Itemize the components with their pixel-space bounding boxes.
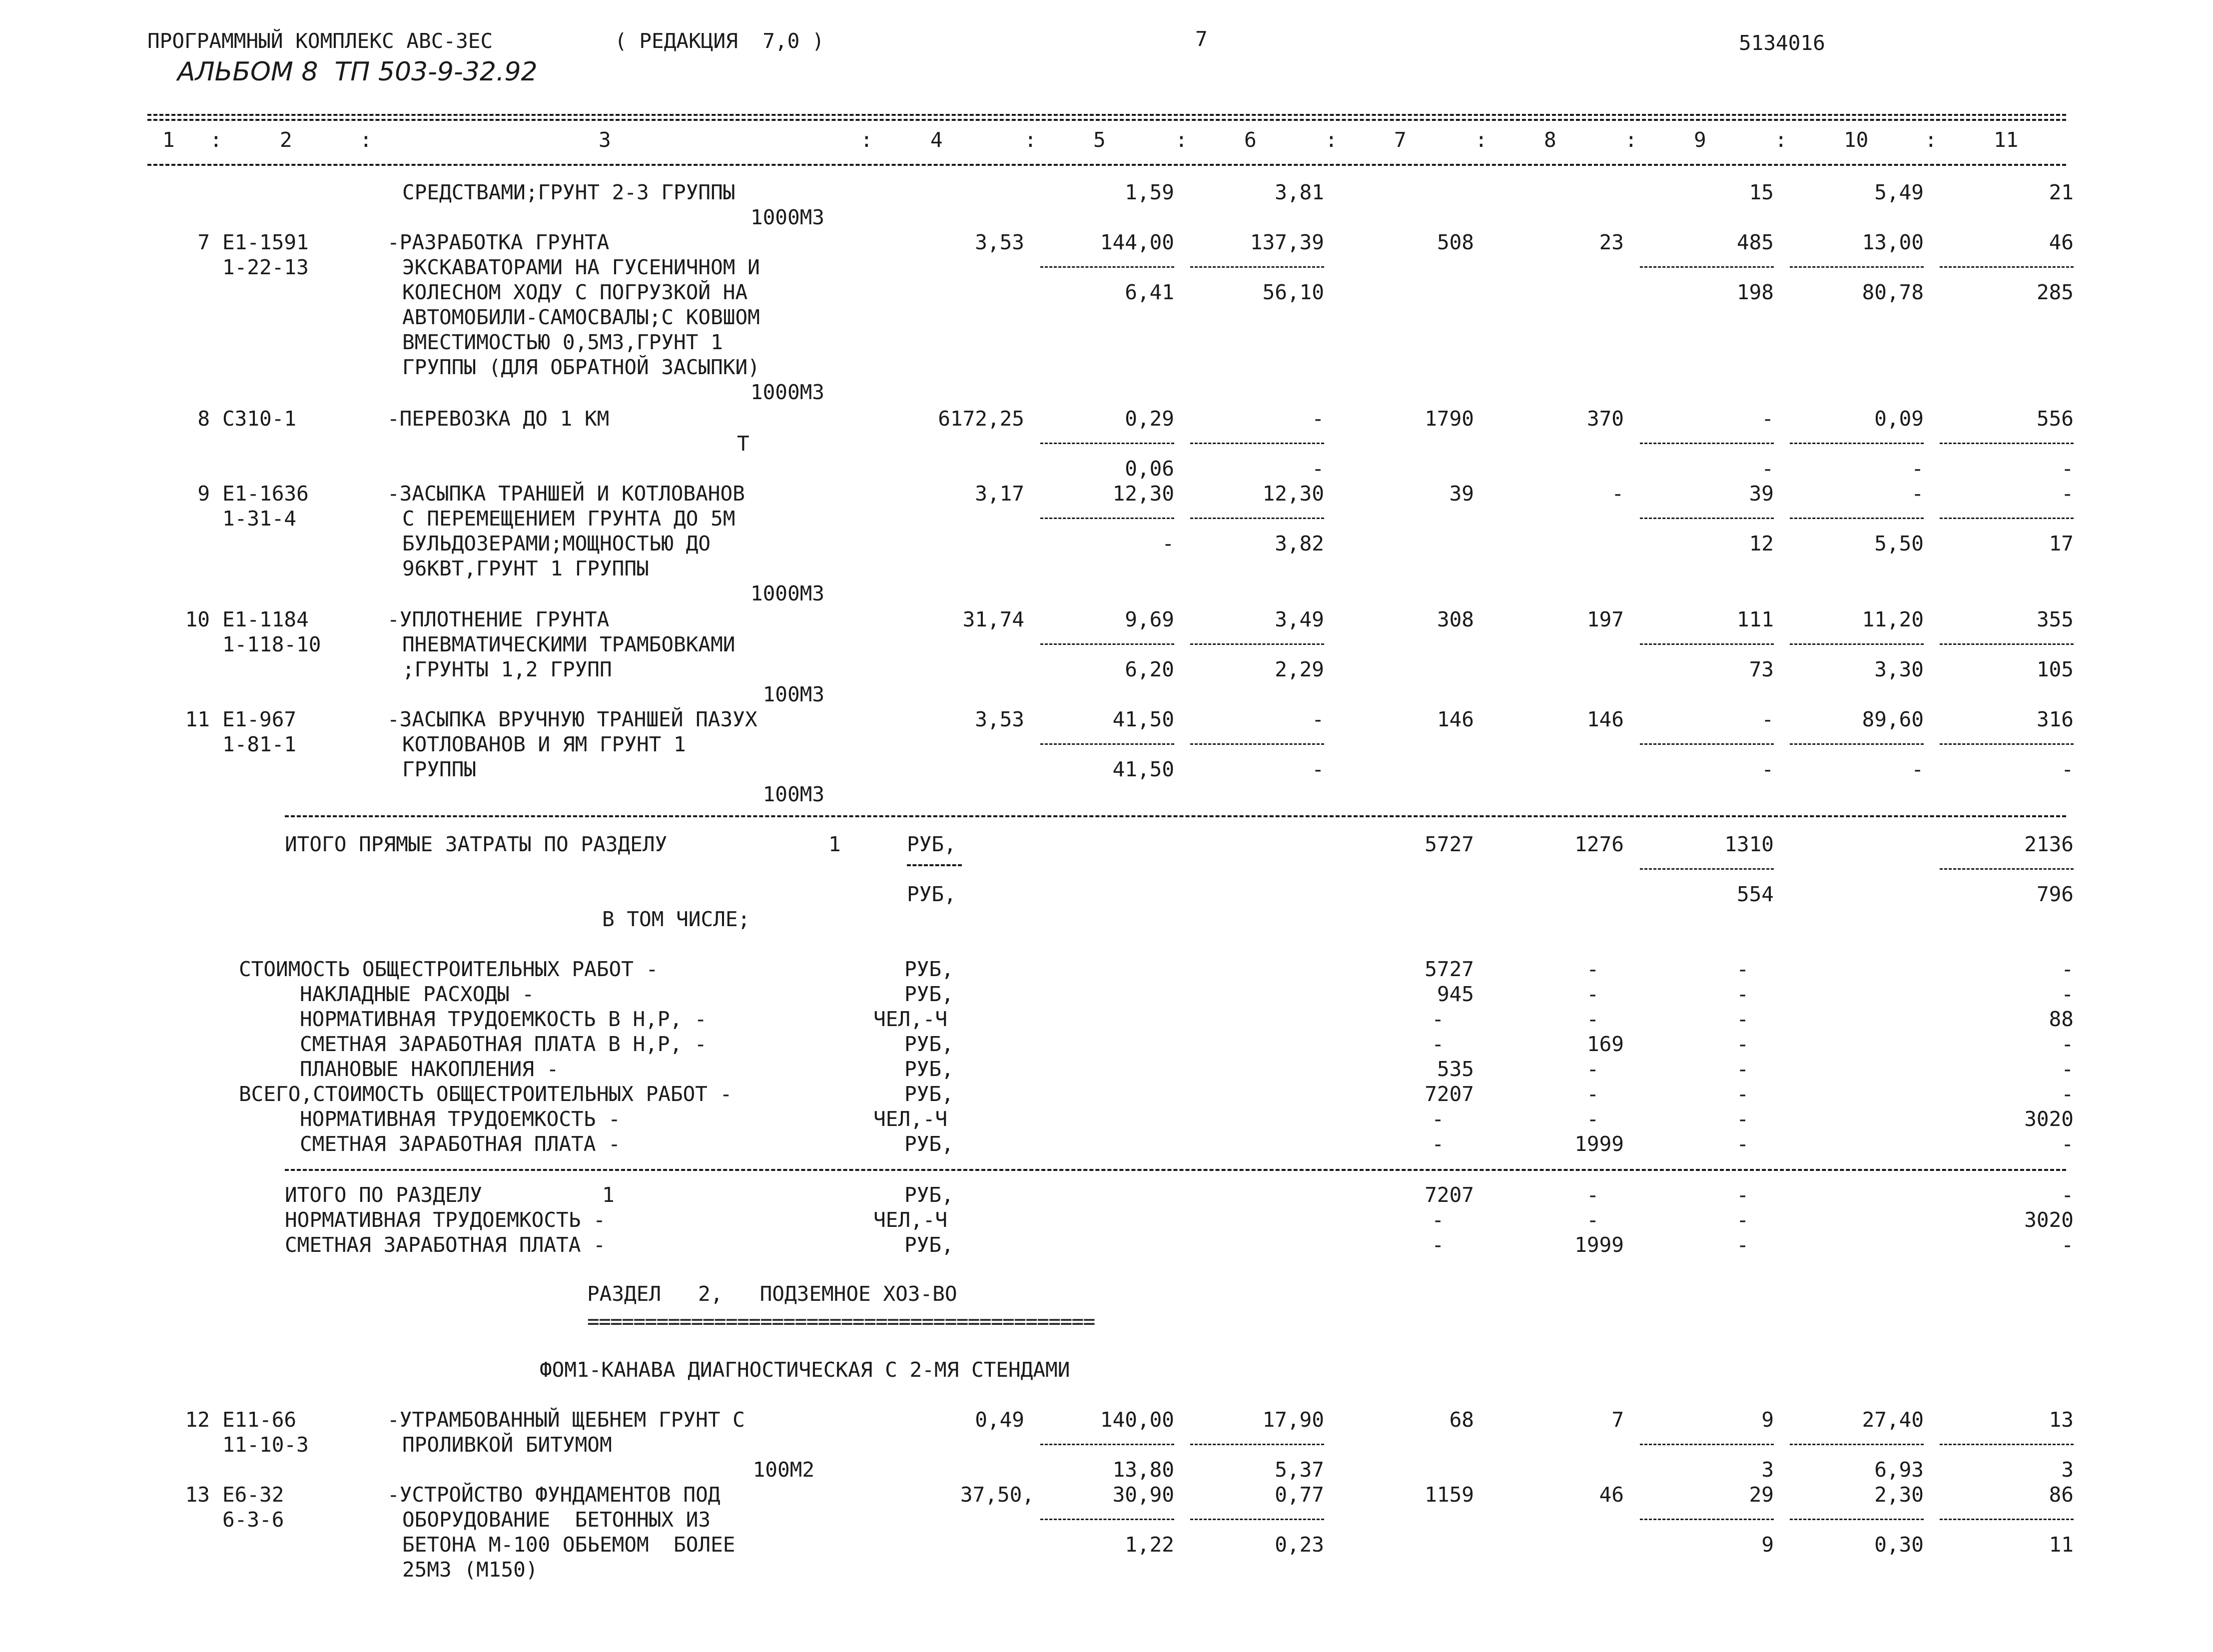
unit-underline xyxy=(907,864,962,866)
divider-dash xyxy=(1640,1519,1774,1520)
row-11-number: 11 xyxy=(185,707,210,731)
row-9-text-line: -ЗАСЫПКА ТРАНШЕЙ И КОТЛОВАНОВ xyxy=(387,482,745,506)
row-12-c8: 7 xyxy=(1611,1408,1624,1432)
row-10-text-line: -УПЛОТНЕНИЕ ГРУНТА xyxy=(387,607,610,631)
row-11-code-2: 1-81-1 xyxy=(222,732,297,756)
row-12-text-line: -УТРАМБОВАННЫЙ ЩЕБНЕМ ГРУНТ С xyxy=(387,1408,745,1432)
row-8-c10: 0,09 xyxy=(1874,407,1924,431)
row-8-c9-sub: - xyxy=(1761,457,1774,481)
column-separator: : xyxy=(1775,128,1787,152)
page-number: 7 xyxy=(1195,27,1208,51)
breakdown-unit: РУБ, xyxy=(904,982,954,1006)
divider-dash xyxy=(1790,643,1924,645)
summary-c7: - xyxy=(1432,1208,1444,1232)
divider-dash xyxy=(1190,1519,1324,1520)
breakdown-unit: РУБ, xyxy=(904,1082,954,1106)
column-separator: : xyxy=(1625,128,1637,152)
row-11-c10: 89,60 xyxy=(1862,707,1924,731)
divider-dash xyxy=(1940,1519,2074,1520)
column-separator: : xyxy=(360,128,372,152)
section-total-c7: 5727 xyxy=(1425,832,1474,856)
row-10-c4: 31,74 xyxy=(962,607,1024,631)
divider-dash xyxy=(1640,1444,1774,1445)
row-9-number: 9 xyxy=(197,482,210,506)
row-13-number: 13 xyxy=(185,1483,210,1507)
section-total-c11: 2136 xyxy=(2024,832,2074,856)
divider-dash xyxy=(1640,743,1774,745)
divider-dash xyxy=(1790,743,1924,745)
row-7-text-line: -РАЗРАБОТКА ГРУНТА xyxy=(387,230,610,254)
row-10-c8: 197 xyxy=(1586,607,1624,631)
row-9-c6-sub: 3,82 xyxy=(1275,532,1324,555)
breakdown-unit: РУБ, xyxy=(904,957,954,981)
row-8-c10-sub: - xyxy=(1911,457,1924,481)
row-11-text-line: -ЗАСЫПКА ВРУЧНУЮ ТРАНШЕЙ ПАЗУХ xyxy=(387,707,757,731)
breakdown-c7: - xyxy=(1432,1032,1444,1056)
row-8-number: 8 xyxy=(197,407,210,431)
divider-dash xyxy=(1040,443,1174,444)
row-7-code-2: 1-22-13 xyxy=(222,255,309,279)
row-10-number: 10 xyxy=(185,607,210,631)
column-separator: : xyxy=(1475,128,1487,152)
row-9-c11: - xyxy=(2061,482,2074,506)
breakdown-c9: - xyxy=(1736,1032,1749,1056)
breakdown-c7: 535 xyxy=(1437,1057,1474,1081)
row-12-c10-sub: 6,93 xyxy=(1874,1458,1924,1482)
summary-rule xyxy=(285,1169,2066,1171)
row-13-c5: 30,90 xyxy=(1112,1483,1174,1507)
breakdown-c9: - xyxy=(1736,982,1749,1006)
summary-label: ИТОГО ПО РАЗДЕЛУ xyxy=(285,1183,482,1207)
row-9-code: Е1-1636 xyxy=(222,482,309,506)
row-7-text-line: КОЛЕСНОМ ХОДУ С ПОГРУЗКОЙ НА xyxy=(402,280,748,304)
divider-dash xyxy=(1640,518,1774,519)
row-9-c9: 39 xyxy=(1749,482,1774,506)
column-separator: : xyxy=(860,128,873,152)
row-13-c6: 0,77 xyxy=(1275,1483,1324,1507)
row-10-code-2: 1-118-10 xyxy=(222,632,321,656)
document-code: 5134016 xyxy=(1739,31,1825,55)
breakdown-label: СМЕТНАЯ ЗАРАБОТНАЯ ПЛАТА - xyxy=(300,1132,621,1156)
row-12-c6: 17,90 xyxy=(1262,1408,1324,1432)
divider-dash xyxy=(1940,643,2074,645)
row-8-c6-sub: - xyxy=(1312,457,1324,481)
summary-c9: - xyxy=(1736,1233,1749,1257)
divider-dash xyxy=(1640,868,1774,870)
header-rule-bottom xyxy=(147,164,2066,166)
summary-c11: - xyxy=(2061,1233,2074,1257)
row-0-c5: 1,59 xyxy=(1125,180,1174,204)
row-7-c8: 23 xyxy=(1599,230,1624,254)
breakdown-c11: - xyxy=(2061,957,2074,981)
breakdown-c8: - xyxy=(1586,1107,1599,1131)
row-13-c10-sub: 0,30 xyxy=(1874,1533,1924,1557)
divider-dash xyxy=(1940,743,2074,745)
breakdown-c11: - xyxy=(2061,1032,2074,1056)
breakdown-c9: - xyxy=(1736,1107,1749,1131)
row-9-c4: 3,17 xyxy=(975,482,1024,506)
row-12-c11: 13 xyxy=(2049,1408,2074,1432)
column-header-6: 6 xyxy=(1244,128,1257,152)
row-0-c9: 15 xyxy=(1749,180,1774,204)
row-7-c9: 485 xyxy=(1736,230,1774,254)
breakdown-label: СТОИМОСТЬ ОБЩЕСТРОИТЕЛЬНЫХ РАБОТ - xyxy=(239,957,659,981)
column-separator: : xyxy=(210,128,222,152)
divider-dash xyxy=(1040,643,1174,645)
breakdown-c11: - xyxy=(2061,1057,2074,1081)
row-11-c5-sub: 41,50 xyxy=(1112,757,1174,781)
header-rule-top xyxy=(147,114,2066,116)
row-11-c8: 146 xyxy=(1586,707,1624,731)
row-12-code: Е11-66 xyxy=(222,1408,297,1432)
breakdown-c7: - xyxy=(1432,1132,1444,1156)
row-13-c7: 1159 xyxy=(1425,1483,1474,1507)
row-7-c4: 3,53 xyxy=(975,230,1024,254)
row-11-code: Е1-967 xyxy=(222,707,297,731)
section-total-number: 1 xyxy=(828,832,841,856)
row-12-c5-sub: 13,80 xyxy=(1112,1458,1174,1482)
header-rule-top-2 xyxy=(147,119,2066,121)
breakdown-c11: 3020 xyxy=(2024,1107,2074,1131)
summary-section-number: 1 xyxy=(602,1183,615,1207)
row-13-text-line: ОБОРУДОВАНИЕ БЕТОННЫХ ИЗ xyxy=(402,1508,711,1532)
row-9-code-2: 1-31-4 xyxy=(222,507,297,531)
row-9-c10: - xyxy=(1911,482,1924,506)
breakdown-label: НОРМАТИВНАЯ ТРУДОЕМКОСТЬ В Н,Р, - xyxy=(300,1007,707,1031)
row-12-text-line: ПРОЛИВКОЙ БИТУМОМ xyxy=(402,1433,612,1457)
section-total-c9: 1310 xyxy=(1724,832,1774,856)
summary-c8: - xyxy=(1586,1183,1599,1207)
row-7-c5: 144,00 xyxy=(1100,230,1174,254)
row-9-c5-sub: - xyxy=(1162,532,1174,555)
summary-c7: - xyxy=(1432,1233,1444,1257)
section-total-c8: 1276 xyxy=(1574,832,1624,856)
row-0-unit: 1000М3 xyxy=(750,205,824,229)
summary-c11: 3020 xyxy=(2024,1208,2074,1232)
column-header-2: 2 xyxy=(280,128,292,152)
row-9-c10-sub: 5,50 xyxy=(1874,532,1924,555)
breakdown-c8: - xyxy=(1586,1082,1599,1106)
row-10-c6: 3,49 xyxy=(1275,607,1324,631)
row-0-text: СРЕДСТВАМИ;ГРУНТ 2-3 ГРУППЫ xyxy=(402,180,736,204)
row-10-c10: 11,20 xyxy=(1862,607,1924,631)
summary-unit: РУБ, xyxy=(904,1233,954,1257)
breakdown-c7: 7207 xyxy=(1425,1082,1474,1106)
summary-unit: ЧЕЛ,-Ч xyxy=(873,1208,948,1232)
row-13-c9: 29 xyxy=(1749,1483,1774,1507)
row-11-c7: 146 xyxy=(1437,707,1474,731)
row-11-c9: - xyxy=(1761,707,1774,731)
row-10-c11: 355 xyxy=(2036,607,2074,631)
row-9-c11-sub: 17 xyxy=(2049,532,2074,555)
divider-dash xyxy=(1190,643,1324,645)
row-8-c5-sub: 0,06 xyxy=(1125,457,1174,481)
breakdown-c7: 945 xyxy=(1437,982,1474,1006)
row-7-code: Е1-1591 xyxy=(222,230,309,254)
row-9-c8: - xyxy=(1611,482,1624,506)
summary-label: СМЕТНАЯ ЗАРАБОТНАЯ ПЛАТА - xyxy=(285,1233,606,1257)
divider-dash xyxy=(1190,266,1324,268)
row-7-c9-sub: 198 xyxy=(1736,280,1774,304)
row-11-text-line: ГРУППЫ xyxy=(402,757,477,781)
divider-dash xyxy=(1790,266,1924,268)
breakdown-c7: - xyxy=(1432,1007,1444,1031)
edition-label: ( РЕДАКЦИЯ 7,0 ) xyxy=(615,29,824,53)
section-2-subtitle: ФОМ1-КАНАВА ДИАГНОСТИЧЕСКАЯ С 2-МЯ СТЕНДАМИ xyxy=(540,1358,1070,1382)
breakdown-c9: - xyxy=(1736,1132,1749,1156)
row-10-text-line: ;ГРУНТЫ 1,2 ГРУПП xyxy=(402,657,612,681)
divider-dash xyxy=(1790,443,1924,444)
column-header-9: 9 xyxy=(1694,128,1706,152)
row-12-unit: 100М2 xyxy=(752,1458,814,1482)
breakdown-unit: РУБ, xyxy=(904,1132,954,1156)
row-13-c8: 46 xyxy=(1599,1483,1624,1507)
divider-dash xyxy=(1940,443,2074,444)
divider-dash xyxy=(1790,1444,1924,1445)
breakdown-unit: РУБ, xyxy=(904,1057,954,1081)
row-11-c5: 41,50 xyxy=(1112,707,1174,731)
column-header-8: 8 xyxy=(1544,128,1556,152)
row-11-c6-sub: - xyxy=(1312,757,1324,781)
column-separator: : xyxy=(1024,128,1037,152)
row-8-c4: 6172,25 xyxy=(938,407,1024,431)
breakdown-c9: - xyxy=(1736,1082,1749,1106)
breakdown-c11: - xyxy=(2061,1132,2074,1156)
row-10-c9: 111 xyxy=(1736,607,1774,631)
program-name: ПРОГРАММНЫЙ КОМПЛЕКС АВС-3ЕС xyxy=(147,29,493,53)
row-10-c6-sub: 2,29 xyxy=(1275,657,1324,681)
column-header-7: 7 xyxy=(1394,128,1407,152)
row-8-c9: - xyxy=(1761,407,1774,431)
breakdown-unit: ЧЕЛ,-Ч xyxy=(873,1007,948,1031)
summary-c9: - xyxy=(1736,1183,1749,1207)
row-8-c5: 0,29 xyxy=(1125,407,1174,431)
divider-dash xyxy=(1940,518,2074,519)
row-10-c10-sub: 3,30 xyxy=(1874,657,1924,681)
row-7-c10: 13,00 xyxy=(1862,230,1924,254)
row-12-c11-sub: 3 xyxy=(2061,1458,2074,1482)
row-8-unit: Т xyxy=(737,432,749,456)
row-7-c6: 137,39 xyxy=(1250,230,1324,254)
row-12-c9-sub: 3 xyxy=(1761,1458,1774,1482)
column-header-10: 10 xyxy=(1844,128,1869,152)
section-total-c11-sub: 796 xyxy=(2036,882,2074,906)
row-7-text-line: ЭКСКАВАТОРАМИ НА ГУСЕНИЧНОМ И xyxy=(402,255,760,279)
breakdown-c7: 5727 xyxy=(1425,957,1474,981)
breakdown-c9: - xyxy=(1736,957,1749,981)
breakdown-c9: - xyxy=(1736,1057,1749,1081)
row-11-c9-sub: - xyxy=(1761,757,1774,781)
column-header-1: 1 xyxy=(162,128,175,152)
row-12-c6-sub: 5,37 xyxy=(1275,1458,1324,1482)
divider-dash xyxy=(1940,1444,2074,1445)
row-8-c6: - xyxy=(1312,407,1324,431)
breakdown-c8: - xyxy=(1586,957,1599,981)
divider-dash xyxy=(1790,1519,1924,1520)
row-12-c10: 27,40 xyxy=(1862,1408,1924,1432)
column-separator: : xyxy=(1325,128,1338,152)
breakdown-unit: РУБ, xyxy=(904,1032,954,1056)
breakdown-c8: 1999 xyxy=(1574,1132,1624,1156)
divider-dash xyxy=(1040,743,1174,745)
section-total-c9-sub: 554 xyxy=(1736,882,1774,906)
divider-dash xyxy=(1640,266,1774,268)
album-handwritten-note: АЛЬБОМ 8 ТП 503-9-32.92 xyxy=(177,57,538,87)
row-8-c11: 556 xyxy=(2036,407,2074,431)
row-13-code: Е6-32 xyxy=(222,1483,284,1507)
row-12-number: 12 xyxy=(185,1408,210,1432)
row-11-c11: 316 xyxy=(2036,707,2074,731)
row-12-c9: 9 xyxy=(1761,1408,1774,1432)
row-7-text-line: ГРУППЫ (ДЛЯ ОБРАТНОЙ ЗАСЫПКИ) xyxy=(402,355,760,379)
section-2-title: РАЗДЕЛ 2, ПОДЗЕМНОЕ ХОЗ-ВО xyxy=(587,1282,957,1306)
row-11-c11-sub: - xyxy=(2061,757,2074,781)
column-header-3: 3 xyxy=(599,128,611,152)
breakdown-label: СМЕТНАЯ ЗАРАБОТНАЯ ПЛАТА В Н,Р, - xyxy=(300,1032,707,1056)
summary-unit: РУБ, xyxy=(904,1183,954,1207)
row-9-c5: 12,30 xyxy=(1112,482,1174,506)
row-9-c6: 12,30 xyxy=(1262,482,1324,506)
row-13-code-2: 6-3-6 xyxy=(222,1508,284,1532)
breakdown-unit: ЧЕЛ,-Ч xyxy=(873,1107,948,1131)
breakdown-c8: - xyxy=(1586,1007,1599,1031)
divider-dash xyxy=(1940,868,2074,870)
row-11-unit: 100М3 xyxy=(762,782,824,806)
row-12-c4: 0,49 xyxy=(975,1408,1024,1432)
including-heading: В ТОМ ЧИСЛЕ; xyxy=(602,907,750,931)
divider-dash xyxy=(1040,1519,1174,1520)
row-7-c10-sub: 80,78 xyxy=(1862,280,1924,304)
summary-c11: - xyxy=(2061,1183,2074,1207)
row-10-c5-sub: 6,20 xyxy=(1125,657,1174,681)
row-9-c7: 39 xyxy=(1449,482,1474,506)
summary-c9: - xyxy=(1736,1208,1749,1232)
breakdown-label: ПЛАНОВЫЕ НАКОПЛЕНИЯ - xyxy=(300,1057,559,1081)
breakdown-label: ВСЕГО,СТОИМОСТЬ ОБЩЕСТРОИТЕЛЬНЫХ РАБОТ - xyxy=(239,1082,733,1106)
column-separator: : xyxy=(1925,128,1937,152)
row-10-c11-sub: 105 xyxy=(2036,657,2074,681)
row-9-unit: 1000М3 xyxy=(750,581,824,605)
divider-dash xyxy=(1640,643,1774,645)
row-13-c6-sub: 0,23 xyxy=(1275,1533,1324,1557)
breakdown-c11: - xyxy=(2061,1082,2074,1106)
divider-dash xyxy=(1190,1444,1324,1445)
breakdown-c8: 169 xyxy=(1586,1032,1624,1056)
row-7-number: 7 xyxy=(197,230,210,254)
summary-c8: 1999 xyxy=(1574,1233,1624,1257)
divider-dash xyxy=(1640,443,1774,444)
row-7-text-line: АВТОМОБИЛИ-САМОСВАЛЫ;С КОВШОМ xyxy=(402,305,760,329)
row-8-c8: 370 xyxy=(1586,407,1624,431)
breakdown-label: НОРМАТИВНАЯ ТРУДОЕМКОСТЬ - xyxy=(300,1107,621,1131)
row-10-c5: 9,69 xyxy=(1125,607,1174,631)
row-8-code: С310-1 xyxy=(222,407,297,431)
row-8-text-line: -ПЕРЕВОЗКА ДО 1 КМ xyxy=(387,407,610,431)
row-11-c10-sub: - xyxy=(1911,757,1924,781)
row-11-c6: - xyxy=(1312,707,1324,731)
breakdown-c11: 88 xyxy=(2049,1007,2074,1031)
breakdown-c11: - xyxy=(2061,982,2074,1006)
divider-dash xyxy=(1790,518,1924,519)
divider-dash xyxy=(1040,266,1174,268)
row-9-text-line: С ПЕРЕМЕЩЕНИЕМ ГРУНТА ДО 5М xyxy=(402,507,736,531)
divider-dash xyxy=(1040,518,1174,519)
row-8-c11-sub: - xyxy=(2061,457,2074,481)
section-total-unit-2: РУБ, xyxy=(907,882,956,906)
row-12-c7: 68 xyxy=(1449,1408,1474,1432)
divider-dash xyxy=(1190,743,1324,745)
row-11-c4: 3,53 xyxy=(975,707,1024,731)
row-13-c5-sub: 1,22 xyxy=(1125,1533,1174,1557)
row-7-c11: 46 xyxy=(2049,230,2074,254)
section-2-underline: ============================================ xyxy=(587,1309,1095,1333)
divider-dash xyxy=(1190,443,1324,444)
row-10-text-line: ПНЕВМАТИЧЕСКИМИ ТРАМБОВКАМИ xyxy=(402,632,736,656)
row-0-c10: 5,49 xyxy=(1874,180,1924,204)
row-13-text-line: БЕТОНА М-100 ОБЬЕМОМ БОЛЕЕ xyxy=(402,1533,736,1557)
row-7-c5-sub: 6,41 xyxy=(1125,280,1174,304)
row-7-text-line: ВМЕСТИМОСТЬЮ 0,5М3,ГРУНТ 1 xyxy=(402,330,723,354)
row-12-code-2: 11-10-3 xyxy=(222,1433,309,1457)
row-0-c6: 3,81 xyxy=(1275,180,1324,204)
row-13-c9-sub: 9 xyxy=(1761,1533,1774,1557)
divider-dash xyxy=(1190,518,1324,519)
row-10-c7: 308 xyxy=(1437,607,1474,631)
row-12-c5: 140,00 xyxy=(1100,1408,1174,1432)
row-7-unit: 1000М3 xyxy=(750,380,824,404)
row-11-text-line: КОТЛОВАНОВ И ЯМ ГРУНТ 1 xyxy=(402,732,686,756)
section-total-unit: РУБ, xyxy=(907,832,956,856)
row-13-c11-sub: 11 xyxy=(2049,1533,2074,1557)
row-9-text-line: БУЛЬДОЗЕРАМИ;МОЩНОСТЬЮ ДО xyxy=(402,532,711,555)
breakdown-c9: - xyxy=(1736,1007,1749,1031)
row-8-c7: 1790 xyxy=(1425,407,1474,431)
breakdown-c7: - xyxy=(1432,1107,1444,1131)
total-rule xyxy=(285,815,2066,817)
column-separator: : xyxy=(1175,128,1188,152)
summary-c7: 7207 xyxy=(1425,1183,1474,1207)
column-header-11: 11 xyxy=(1994,128,2019,152)
row-10-code: Е1-1184 xyxy=(222,607,309,631)
row-13-c10: 2,30 xyxy=(1874,1483,1924,1507)
summary-c8: - xyxy=(1586,1208,1599,1232)
row-13-c4: 37,50, xyxy=(960,1483,1034,1507)
row-7-c11-sub: 285 xyxy=(2036,280,2074,304)
divider-dash xyxy=(1040,1444,1174,1445)
section-total-label: ИТОГО ПРЯМЫЕ ЗАТРАТЫ ПО РАЗДЕЛУ xyxy=(285,832,668,856)
column-header-5: 5 xyxy=(1093,128,1106,152)
row-7-c7: 508 xyxy=(1437,230,1474,254)
row-13-text-line: -УСТРОЙСТВО ФУНДАМЕНТОВ ПОД xyxy=(387,1483,721,1507)
breakdown-c8: - xyxy=(1586,982,1599,1006)
breakdown-c8: - xyxy=(1586,1057,1599,1081)
row-13-text-line: 25М3 (М150) xyxy=(402,1558,538,1582)
row-10-c9-sub: 73 xyxy=(1749,657,1774,681)
row-9-c9-sub: 12 xyxy=(1749,532,1774,555)
summary-label: НОРМАТИВНАЯ ТРУДОЕМКОСТЬ - xyxy=(285,1208,606,1232)
row-13-c11: 86 xyxy=(2049,1483,2074,1507)
row-9-text-line: 96КВТ,ГРУНТ 1 ГРУППЫ xyxy=(402,556,649,580)
divider-dash xyxy=(1940,266,2074,268)
column-header-4: 4 xyxy=(930,128,943,152)
row-10-unit: 100М3 xyxy=(762,682,824,706)
row-7-c6-sub: 56,10 xyxy=(1262,280,1324,304)
breakdown-label: НАКЛАДНЫЕ РАСХОДЫ - xyxy=(300,982,534,1006)
row-0-c11: 21 xyxy=(2049,180,2074,204)
